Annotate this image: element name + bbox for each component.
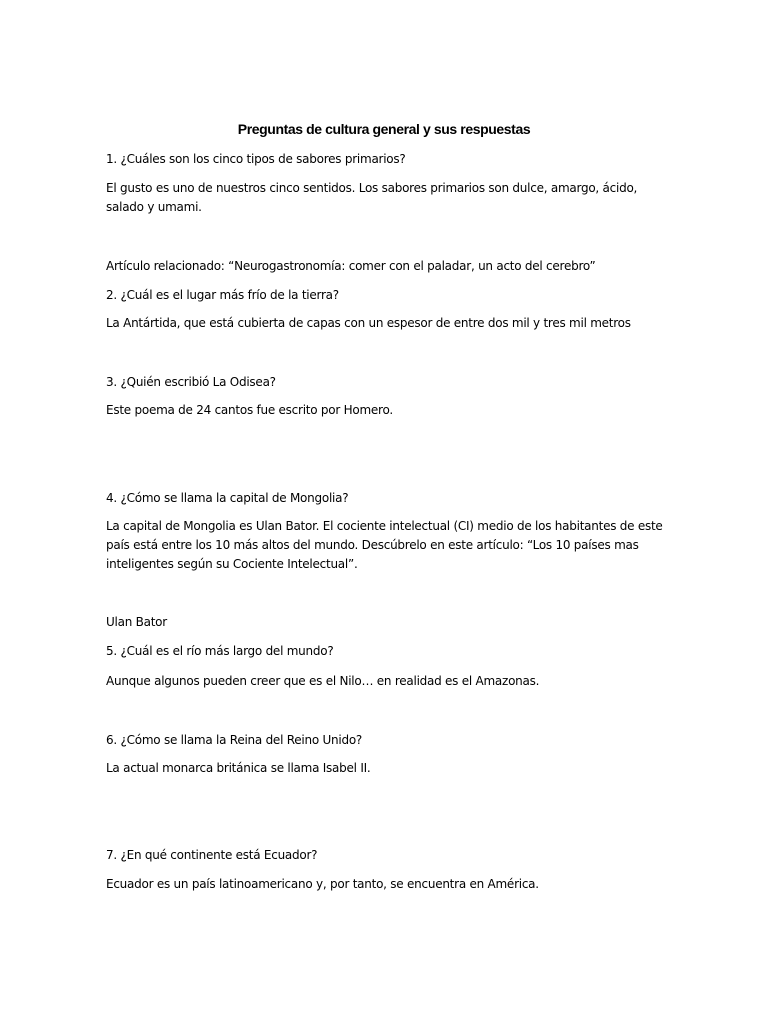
answer-5: Aunque algunos pueden creer que es el Nilo… en realidad es el Amazonas. (106, 674, 540, 688)
question-5: 5. ¿Cuál es el río más largo del mundo? (106, 644, 334, 658)
question-4: 4. ¿Cómo se llama la capital de Mongolia? (106, 491, 349, 505)
answer-4: La capital de Mongolia es Ulan Bator. El cociente intelectual (CI) medio de los habitantes de este país está entre los 10 más altos del mundo. Descúbrelo en este artículo: “Los 10 países mas inteligentes según su Cociente Intelectual”. (106, 519, 663, 571)
question-2: 2. ¿Cuál es el lugar más frío de la tierra? (106, 288, 339, 302)
document-title: Preguntas de cultura general y sus respuestas (237, 121, 531, 137)
answer-1: El gusto es uno de nuestros cinco sentidos. Los sabores primarios son dulce, amargo, ácido, salado y umami. (106, 181, 638, 214)
answer-3: Este poema de 24 cantos fue escrito por Homero. (106, 403, 393, 417)
question-6: 6. ¿Cómo se llama la Reina del Reino Unido? (106, 733, 363, 747)
answer-2: La Antártida, que está cubierta de capas con un espesor de entre dos mil y tres mil metros (106, 316, 631, 330)
question-3: 3. ¿Quién escribió La Odisea? (106, 375, 276, 389)
question-7: 7. ¿En qué continente está Ecuador? (106, 848, 318, 862)
answer-4-short: Ulan Bator (106, 615, 167, 629)
question-1: 1. ¿Cuáles son los cinco tipos de sabores primarios? (106, 152, 406, 166)
answer-7: Ecuador es un país latinoamericano y, por tanto, se encuentra en América. (106, 877, 539, 891)
answer-6: La actual monarca británica se llama Isabel II. (106, 761, 371, 775)
related-article: Artículo relacionado: “Neurogastronomía: comer con el paladar, un acto del cerebro” (106, 259, 596, 273)
